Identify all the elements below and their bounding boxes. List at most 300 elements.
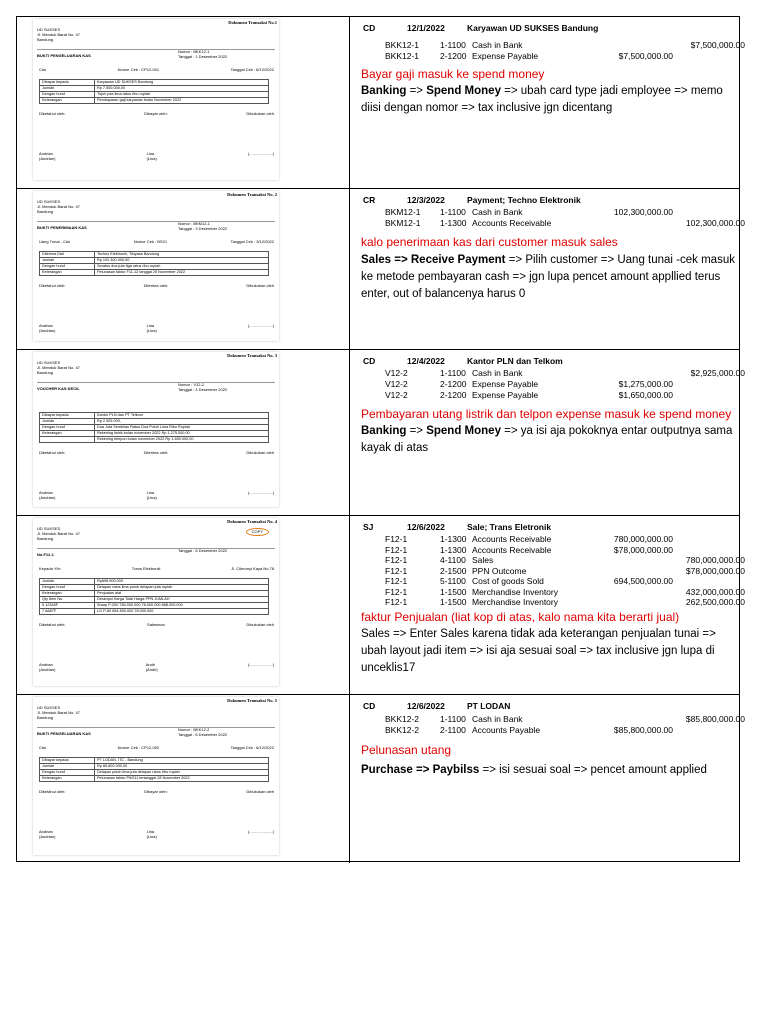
- transaction-document-image: [33, 19, 279, 180]
- signature-label: Dibayar oleh:: [144, 111, 168, 116]
- journal-header: [363, 356, 563, 366]
- journal-line: [355, 714, 745, 724]
- journal-ref: F12-1: [385, 534, 408, 544]
- debit-amount: $7,500,000.00: [618, 51, 673, 61]
- journal-panel: [355, 695, 745, 863]
- journal-description: Kantor PLN dan Telkom: [467, 356, 563, 366]
- transaction-document-image: [33, 191, 279, 341]
- signature-name: Lina (Lina): [146, 829, 157, 839]
- signature-name: (.....................): [247, 490, 274, 495]
- journal-description: Payment; Techno Elektronik: [467, 195, 581, 205]
- voucher-title: BUKTI PENERIMAAN KAS: [37, 225, 87, 230]
- account-number: 1-1300: [440, 534, 467, 544]
- account-number: 2-1500: [440, 565, 467, 576]
- journal-line: [355, 565, 745, 576]
- signature-name: (.....................): [247, 662, 274, 667]
- voucher-table-cell: Keterangan: [40, 431, 95, 437]
- voucher-info-line: Nomor : V12-2: [178, 382, 205, 387]
- credit-amount: $78,000,000.00: [685, 565, 745, 576]
- voucher-info: [178, 221, 227, 231]
- voucher-table-cell: Tujuh juta lima ratus ribu rupiah: [95, 92, 269, 98]
- journal-ref: V12-2: [385, 368, 408, 378]
- company-line: Bandung: [37, 715, 54, 720]
- signature-label: Dibukukan oleh: [246, 111, 274, 116]
- journal-line: [355, 586, 745, 597]
- transaction-row: [17, 695, 745, 863]
- credit-amount: $2,925,000.00: [690, 368, 745, 378]
- copy-stamp: COPY: [246, 528, 269, 536]
- voucher-table-cell: Pelunasan faktur P6/011 tertanggal 28 November 2022: [95, 776, 269, 782]
- voucher-table-cell: Dengan huruf: [40, 770, 95, 776]
- company-line: Jl. Menduk Barat No. 47: [37, 531, 80, 536]
- journal-line: [355, 555, 745, 565]
- journal-ref: F12-1: [385, 597, 408, 607]
- company-line: Jl. Menduk Barat No. 47: [37, 710, 80, 715]
- voucher-table-row: [40, 98, 269, 104]
- company-address: [37, 705, 80, 720]
- account-number: 2-1100: [440, 725, 466, 735]
- account-name: Expense Payable: [472, 51, 539, 61]
- account-number: 1-1300: [440, 544, 467, 555]
- voucher-table-cell: Dengan huruf: [40, 92, 95, 98]
- instruction-fragment: => isi sesuai soal => pencet amount applied: [479, 764, 707, 776]
- transaction-document-image: [33, 518, 279, 686]
- account-name: Cost of goods Sold: [472, 576, 544, 586]
- transaction-document-image: [33, 352, 279, 507]
- journal-description: Karyawan UD SUKSES Bandung: [467, 23, 599, 33]
- instruction-note: [361, 626, 736, 677]
- company-line: Bandung: [37, 536, 54, 541]
- cheque-field: Uang Tunai - Cek: [39, 239, 71, 244]
- signature-labels: [39, 111, 274, 116]
- instruction-note: [361, 423, 736, 457]
- journal-ref: BKK12-2: [385, 725, 420, 735]
- voucher-table-cell: Pelunasan faktur F11-12 tanggal 25 November 2022: [95, 270, 269, 276]
- voucher-table-cell: LG P-60 694.500.000 78.000.000: [95, 609, 269, 615]
- voucher-table-cell: Techno Elektronik, Tikiyasa Bandung: [95, 252, 269, 258]
- voucher-table-cell: Dengan huruf: [40, 425, 95, 431]
- voucher-table-cell: Keterangan: [40, 591, 95, 597]
- journal-ref: F12-1: [385, 576, 408, 586]
- journal-ref: BKK12-1: [385, 40, 420, 50]
- cheque-field: Tanggal Cek : 3/12/2022: [230, 239, 274, 244]
- credit-amount: 780,000,000.00: [685, 555, 745, 565]
- red-note: faktur Penjualan (liat kop di atas, kalo nama kita berarti jual): [361, 610, 680, 624]
- document-title: Dokumen Transaksi No. 2: [227, 192, 277, 197]
- account-name: Sales: [472, 555, 494, 565]
- column-divider: [349, 695, 350, 863]
- instruction-fragment: Spend Money: [426, 85, 501, 97]
- signature-names: [39, 829, 274, 839]
- red-note: Bayar gaji masuk ke spend money: [361, 67, 545, 81]
- signature-label: Dibukukan oleh: [246, 622, 274, 627]
- journal-code: CD: [363, 701, 376, 711]
- signature-name: Lina (Lina): [146, 323, 157, 333]
- voucher-table: [39, 578, 269, 615]
- voucher-table-cell: Rp 2.925.000,: [95, 419, 269, 425]
- journal-ref: BKK12-2: [385, 714, 420, 724]
- voucher-table-cell: Dibayar kepada: [40, 758, 95, 764]
- voucher-title: BUKTI PENGELUARAN KAS: [37, 731, 91, 736]
- signature-names: [39, 490, 274, 500]
- voucher-table-cell: Deskripsi Harga Total Harga PPN JUMLAH: [95, 597, 269, 603]
- instruction-fragment: Banking: [361, 85, 407, 97]
- debit-amount: 694,500,000.00: [613, 576, 673, 586]
- instruction-fragment: =>: [406, 85, 427, 97]
- voucher-table-cell: 7 A687F: [40, 609, 95, 615]
- document-title: Dokumen Transaksi No. 3: [227, 353, 277, 358]
- voucher-table: [39, 412, 269, 443]
- journal-panel: [355, 350, 745, 516]
- cheque-line: [39, 745, 274, 750]
- voucher-table-cell: Qty Item No.: [40, 597, 95, 603]
- voucher-title: BUKTI PENGELUARAN KAS: [37, 53, 91, 58]
- journal-ref: F12-1: [385, 544, 408, 555]
- voucher-info: [178, 49, 227, 59]
- signature-label: Dibukukan oleh: [246, 283, 274, 288]
- instruction-fragment: Spend Money: [426, 425, 501, 437]
- voucher-table-cell: Rp 7.500.000,00: [95, 86, 269, 92]
- account-number: 2-1200: [440, 379, 467, 389]
- voucher-title: No.F12-1: [37, 552, 54, 557]
- instruction-note: [361, 252, 736, 303]
- voucher-table-cell: Rekening listrik bulan november 2022 Rp 1.275.000,00: [95, 431, 269, 437]
- debit-amount: $78,000,000.00: [613, 544, 673, 555]
- journal-line: [355, 576, 735, 586]
- account-number: 1-1100: [440, 368, 466, 378]
- voucher-table-cell: Jumlah: [40, 579, 95, 585]
- voucher-table-cell: Penjualan alat: [95, 591, 269, 597]
- voucher-table-cell: Pembayaran gaji karyawan bulan November 2022: [95, 98, 269, 104]
- signature-name: Lina (Lina): [146, 490, 157, 500]
- signature-label: Diketahui oleh:: [39, 283, 66, 288]
- voucher-title: VOUCHER KAS KECIL: [37, 386, 80, 391]
- journal-ref: F12-1: [385, 555, 408, 565]
- company-line: Jl. Menduk Barat No. 47: [37, 204, 80, 209]
- instruction-note: [361, 762, 736, 779]
- document-divider: [37, 221, 275, 222]
- account-name: Expense Payable: [472, 379, 539, 389]
- journal-ref: BKM12-1: [385, 218, 421, 228]
- cheque-field: Nomor Cek : BS21: [133, 239, 168, 244]
- signature-label: Dibukukan oleh: [246, 789, 274, 794]
- instruction-fragment: Banking: [361, 425, 407, 437]
- account-number: 5-1100: [440, 576, 466, 586]
- voucher-info-line: Tanggal : 6 Desember 2022: [178, 548, 228, 553]
- company-line: Jl. Menduk Barat No. 47: [37, 365, 80, 370]
- document-divider: [37, 49, 275, 50]
- cheque-line: [39, 566, 274, 571]
- signature-label: Dibayar oleh:: [144, 789, 168, 794]
- voucher-table-row: [40, 609, 269, 615]
- voucher-table-cell: Jumlah: [40, 419, 95, 425]
- cheque-field: Kepada Yth:: [39, 566, 61, 571]
- instruction-fragment: Sales => Enter Sales karena tidak ada keterangan penjualan tunai => ubah layout jadi item => isi aja sesuai soal => tax inclusive jgn lupa di unceklis17: [361, 628, 716, 674]
- journal-ref: BKK12-1: [385, 51, 420, 61]
- journal-line: [355, 390, 735, 400]
- cheque-field: Nomor Cek : CP12-002: [117, 745, 160, 750]
- company-address: [37, 526, 80, 541]
- company-line: Bandung: [37, 37, 54, 42]
- voucher-table-cell: Rp696.900.000: [95, 579, 269, 585]
- journal-line: [355, 534, 735, 544]
- column-divider: [349, 350, 350, 515]
- journal-header: [363, 23, 598, 33]
- account-name: PPN Outcome: [472, 565, 527, 576]
- transaction-table: [16, 16, 745, 862]
- account-number: 1-1300: [440, 218, 467, 228]
- journal-line: [355, 597, 745, 607]
- account-name: Cash in Bank: [472, 368, 523, 378]
- voucher-info: [178, 727, 227, 737]
- company-line: UD SUKSES: [37, 199, 61, 204]
- signature-name: Andrian (Andrian): [39, 662, 56, 672]
- debit-amount: 102,300,000.00: [613, 207, 673, 217]
- signature-labels: [39, 450, 274, 455]
- document-divider: [37, 382, 275, 383]
- journal-header: [363, 522, 551, 532]
- voucher-info-line: Tanggal : 4 Desember 2022: [178, 387, 228, 392]
- journal-date: 12/6/2022: [407, 522, 445, 532]
- signature-labels: [39, 622, 274, 627]
- cheque-field: Tanggal Cek : 6/12/2022: [230, 745, 274, 750]
- signature-names: [39, 323, 274, 333]
- voucher-table-cell: Keterangan: [40, 270, 95, 276]
- voucher-info-line: Tanggal : 1 Desember 2022: [178, 54, 228, 59]
- company-line: Bandung: [37, 209, 54, 214]
- voucher-table-cell: Dua Juta Sembilan Ratus Dua Puluh Lima Ribu Rupiah: [95, 425, 269, 431]
- journal-ref: F12-1: [385, 586, 408, 597]
- account-name: Cash in Bank: [472, 40, 523, 50]
- account-number: 1-1500: [440, 586, 467, 597]
- journal-ref: BKM12-1: [385, 207, 421, 217]
- instruction-fragment: Sales => Receive Payment: [361, 254, 506, 266]
- company-line: UD SUKSES: [37, 360, 61, 365]
- journal-line: [355, 379, 735, 389]
- credit-amount: 102,300,000.00: [685, 218, 745, 228]
- voucher-table-cell: PT LODAN, ITC - Bandung: [95, 758, 269, 764]
- signature-label: Dibukukan oleh: [246, 450, 274, 455]
- cheque-field: Cek: [39, 67, 47, 72]
- voucher-table: [39, 757, 269, 782]
- signature-labels: [39, 789, 274, 794]
- company-line: UD SUKSES: [37, 526, 61, 531]
- journal-code: CD: [363, 356, 376, 366]
- company-line: UD SUKSES: [37, 705, 61, 710]
- signature-label: Diterima oleh:: [143, 283, 169, 288]
- journal-line: [355, 40, 745, 50]
- account-name: Accounts Receivable: [472, 534, 552, 544]
- signature-labels: [39, 283, 274, 288]
- signature-label: Diketahui oleh:: [39, 111, 66, 116]
- voucher-table-cell: 5 12345F: [40, 603, 95, 609]
- cheque-field: Nomor Cek : CP12-001: [117, 67, 160, 72]
- document-title: Dokumen Transaksi No. 4: [227, 519, 277, 524]
- account-name: Accounts Payable: [472, 725, 541, 735]
- credit-amount: $85,800,000.00: [685, 714, 745, 724]
- journal-description: Sale; Trans Eletronik: [467, 522, 552, 532]
- voucher-table-row: [40, 437, 269, 443]
- cheque-field: Tanggal Cek : 6/12/2022: [230, 67, 274, 72]
- company-line: Jl. Menduk Barat No. 47: [37, 32, 80, 37]
- journal-code: CD: [363, 23, 376, 33]
- transaction-row: [17, 516, 745, 695]
- cheque-line: [39, 67, 274, 72]
- voucher-table-cell: Delapan ratus lima puluh delapan juta rupiah: [95, 585, 269, 591]
- account-number: 1-1500: [440, 597, 467, 607]
- signature-name: Andrian (Andrian): [39, 490, 56, 500]
- voucher-info-line: Nomor : BKK12-2: [178, 727, 210, 732]
- journal-line: [355, 368, 745, 378]
- journal-description: PT LODAN: [467, 701, 511, 711]
- voucher-table-cell: Rp 85.800.000,00: [95, 764, 269, 770]
- signature-name: Andrian (Andrian): [39, 829, 56, 839]
- debit-amount: $1,650,000.00: [618, 390, 673, 400]
- signature-name: Andrian (Andrian): [39, 323, 56, 333]
- journal-ref: V12-2: [385, 379, 408, 389]
- red-note: Pelunasan utang: [361, 743, 452, 757]
- signature-names: [39, 151, 274, 161]
- account-name: Cash in Bank: [472, 207, 523, 217]
- signature-name: Andrian (Andrian): [39, 151, 56, 161]
- debit-amount: $1,275,000.00: [618, 379, 673, 389]
- voucher-table-cell: Kantor PLN dan PT Telkom: [95, 413, 269, 419]
- voucher-table-row: [40, 270, 269, 276]
- voucher-table-cell: Dengan huruf: [40, 585, 95, 591]
- journal-line: [355, 207, 735, 217]
- journal-panel: [355, 189, 745, 350]
- voucher-table-cell: Delapan puluh lima juta delapan ratus ribu rupiah: [95, 770, 269, 776]
- voucher-info-line: Tanggal : 6 Desember 2022: [178, 732, 228, 737]
- transaction-row: [17, 350, 745, 516]
- cheque-field: Trans Elektronik: [131, 566, 161, 571]
- credit-amount: 432,000,000.00: [685, 586, 745, 597]
- column-divider: [349, 189, 350, 349]
- journal-line: [355, 725, 735, 735]
- red-note: kalo penerimaan kas dari customer masuk sales: [361, 235, 618, 249]
- voucher-table: [39, 79, 269, 104]
- journal-line: [355, 545, 735, 555]
- journal-ref: F12-1: [385, 565, 408, 576]
- voucher-table-cell: Dibayar kepada: [40, 80, 95, 86]
- document-divider: [37, 727, 275, 728]
- column-divider: [349, 516, 350, 694]
- journal-date: 12/3/2022: [407, 195, 445, 205]
- cheque-field: Jl. Cibeunyi Kaya No.78: [231, 566, 274, 571]
- voucher-info-line: Tanggal : 3 Desember 2022: [178, 226, 228, 231]
- company-address: [37, 199, 80, 214]
- voucher-table-cell: Jumlah: [40, 86, 95, 92]
- voucher-info: [178, 382, 227, 392]
- signature-name: (.....................): [247, 151, 274, 156]
- account-number: 1-1100: [440, 714, 466, 724]
- instruction-fragment: =>: [406, 425, 427, 437]
- account-number: 2-1200: [440, 390, 467, 400]
- journal-date: 12/6/2022: [407, 701, 445, 711]
- voucher-table-cell: [40, 437, 95, 443]
- voucher-table-cell: Rekening telepon bulan november 2022 Rp 1.650.000,00: [95, 437, 269, 443]
- journal-panel: [355, 17, 745, 189]
- voucher-info-line: Nomor : BKM12-1: [178, 221, 211, 226]
- signature-name: Lina (Lina): [146, 151, 157, 161]
- instruction-fragment: Purchase => Paybilss: [361, 764, 480, 776]
- journal-code: CR: [363, 195, 376, 205]
- journal-line: [355, 218, 745, 228]
- column-divider: [349, 17, 350, 188]
- signature-name: (.....................): [247, 829, 274, 834]
- instruction-fragment: => ubah card type jadi employee => memo diisi dengan nomor => tax inclusive jgn dicentang: [361, 85, 723, 114]
- account-number: 1-1100: [440, 207, 466, 217]
- account-number: 1-1100: [440, 40, 466, 50]
- journal-panel: [355, 516, 745, 695]
- instruction-fragment: => Pilih customer => Uang tunai -cek masuk ke metode pembayaran cash => jgn lupa pencet amount appllied terus enter, out of balancenya harus 0: [361, 254, 735, 300]
- account-name: Cash in Bank: [472, 714, 523, 724]
- company-address: [37, 360, 80, 375]
- signature-label: Diterima oleh:: [143, 450, 169, 455]
- signature-label: Diketahui oleh:: [39, 622, 66, 627]
- journal-header: [363, 195, 581, 205]
- journal-ref: V12-2: [385, 390, 408, 400]
- document-title: Dokumen Transaksi No. 5: [227, 698, 277, 703]
- debit-amount: $85,800,000.00: [613, 725, 673, 735]
- document-title: Dokumen Transaksi No.1: [228, 20, 277, 25]
- account-name: Accounts Receivable: [472, 218, 552, 228]
- journal-date: 12/1/2022: [407, 23, 445, 33]
- transaction-row: [17, 189, 745, 350]
- debit-amount: 780,000,000.00: [613, 534, 673, 544]
- document-divider: [37, 548, 275, 549]
- voucher-table-cell: Dibayar kepada: [40, 413, 95, 419]
- journal-date: 12/4/2022: [407, 356, 445, 366]
- transaction-row: [17, 17, 745, 189]
- voucher-info-line: Nomor : BKK12-1: [178, 49, 210, 54]
- company-line: Bandung: [37, 370, 54, 375]
- voucher-table-row: [40, 776, 269, 782]
- journal-header: [363, 701, 510, 711]
- voucher-table: [39, 251, 269, 276]
- company-address: [37, 27, 80, 42]
- account-name: Merchandise Inventory: [472, 586, 558, 597]
- cheque-field: Cek: [39, 745, 47, 750]
- signature-name: Andri (Andri): [145, 662, 158, 672]
- account-name: Accounts Receivable: [472, 544, 552, 555]
- voucher-info: [178, 548, 227, 553]
- instruction-note: [361, 83, 736, 117]
- voucher-table-cell: Diterima Dari: [40, 252, 95, 258]
- voucher-table-cell: Dengan huruf: [40, 264, 95, 270]
- instruction-fragment: => ya isi aja pokoknya entar outputnya sama kayak di atas: [361, 425, 733, 454]
- signature-label: Diketahui oleh:: [39, 789, 66, 794]
- account-number: 2-1200: [440, 51, 467, 61]
- voucher-table-cell: Keterangan: [40, 98, 95, 104]
- signature-label: Diketahui oleh:: [39, 450, 66, 455]
- account-number: 4-1100: [440, 555, 466, 565]
- credit-amount: 262,500,000.00: [685, 597, 745, 607]
- company-line: UD SUKSES: [37, 27, 61, 32]
- voucher-table-cell: Jumlah: [40, 764, 95, 770]
- cheque-line: [39, 239, 274, 244]
- journal-code: SJ: [363, 522, 374, 532]
- signature-name: (.....................): [247, 323, 274, 328]
- voucher-table-cell: Rp 102.300.000,00: [95, 258, 269, 264]
- voucher-table-cell: Karyawan UD SUKSES Bandung: [95, 80, 269, 86]
- voucher-table-cell: Jumlah: [40, 258, 95, 264]
- voucher-table-cell: Keterangan: [40, 776, 95, 782]
- journal-line: [355, 51, 735, 61]
- account-name: Merchandise Inventory: [472, 597, 558, 607]
- transaction-document-image: [33, 697, 279, 855]
- voucher-table-cell: Seratus dua juta tiga ratus ribu rupiah: [95, 264, 269, 270]
